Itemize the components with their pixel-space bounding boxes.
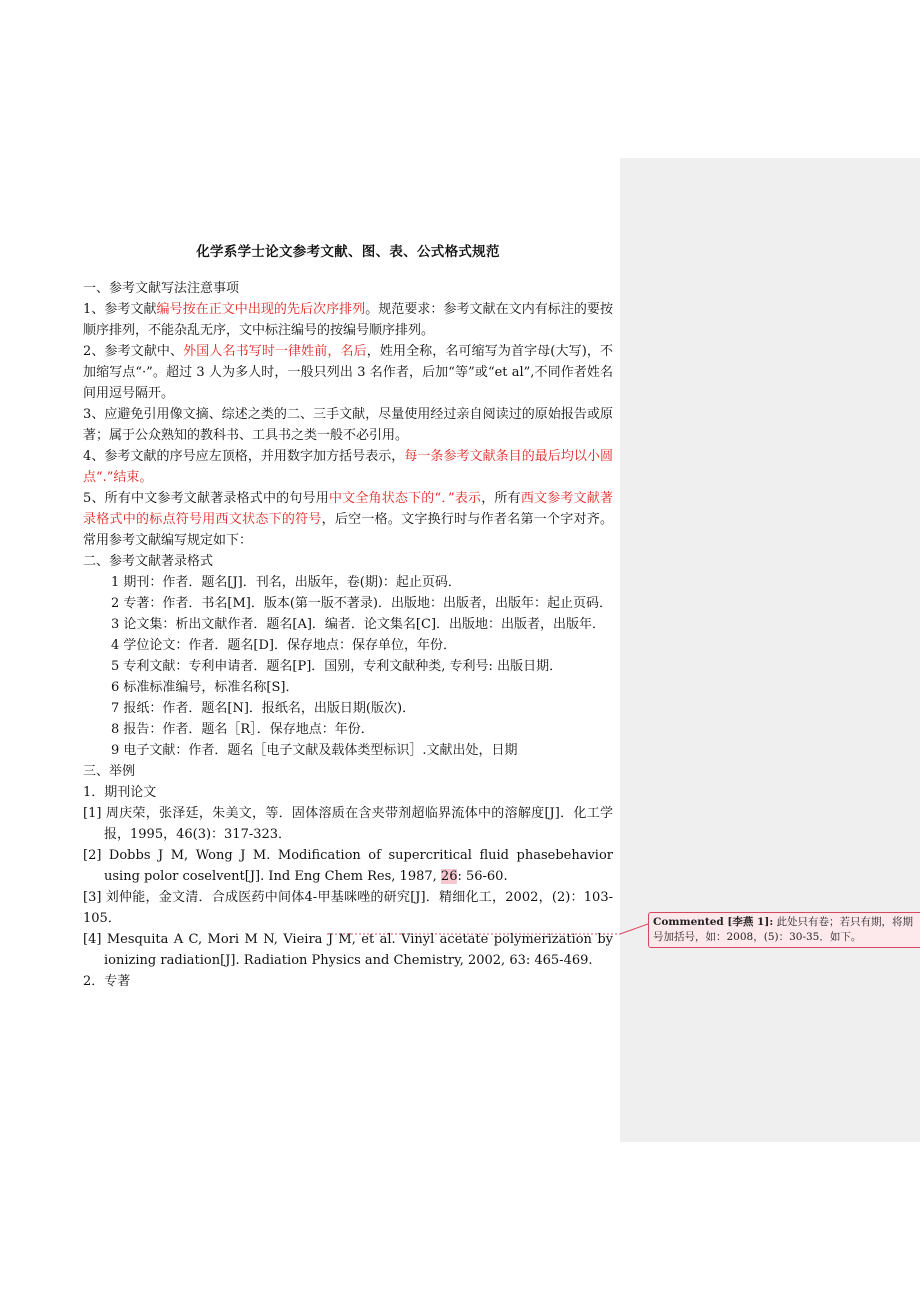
note-item-3: 3、应避免引用像文摘、综述之类的二、三手文献，尽量使用经过亲自阅读过的原始报告或原著；属于公众熟知的教科书、工具书之类一般不必引用。 [83,407,613,443]
comment-balloon[interactable] [648,912,920,948]
format-item-standard: 6 标准标准编号，标准名称[S]． [111,680,299,695]
note-item-1: 1、参考文献编号按在正文中出现的先后次序排列。规范要求：参考文献在文内有标注的要按顺序排列，不能杂乱无序，文中标注编号的按编号顺序排列。 [83,302,613,338]
reference-2: [2] Dobbs J M, Wong J M. Modification of supercritical fluid phasebehavior using polor coselvent[J]. Ind Eng Chem Res, 1987, 26: 56-60. [83,848,613,884]
reference-3: [3] 刘仲能，金文清．合成医药中间体4-甲基咪唑的研究[J]．精细化工，2002，(2)：103-105． [83,890,613,926]
comment-pane [620,158,920,1142]
document-body [83,240,613,992]
section-heading-1: 一、参考文献写法注意事项 [83,281,240,296]
format-item-proceedings: 3 论文集：析出文献作者．题名[A]．编者．论文集名[C]．出版地：出版者，出版年． [111,617,606,632]
section-heading-2: 二、参考文献著录格式 [83,554,214,569]
note-item-4: 4、参考文献的序号应左顶格，并用数字加方括号表示，每一条参考文献条目的最后均以小圆点“.”结束。 [83,449,613,485]
subheading-monograph: 2．专著 [83,974,131,989]
section-heading-3: 三、举例 [83,764,136,779]
reference-1: [1] 周庆荣，张泽廷，朱美文，等．固体溶质在含夹带剂超临界流体中的溶解度[J]．化工学报，1995，46(3)：317-323． [83,806,613,842]
format-item-electronic: 9 电子文献：作者．题名［电子文献及载体类型标识］.文献出处，日期 [111,743,518,758]
reference-4: [4] Mesquita A C, Mori M N, Vieira J M, et al. Vinyl acetate polymerization by ionizing radiation[J]. Radiation Physics and Chemistry, 2002, 63: 465-469. [83,932,613,968]
format-item-report: 8 报告：作者．题名［R］．保存地点：年份． [111,722,374,737]
note-item-2: 2、参考文献中、外国人名书写时一律姓前，名后，姓用全称，名可缩写为首字母(大写)，不加缩写点“·”。超过 3 人为多人时，一般只列出 3 名作者，后加“等”或“et al”,不同作者姓名间用逗号隔开。 [83,344,613,401]
format-item-monograph: 2 专著：作者．书名[M]．版本(第一版不著录)．出版地：出版者，出版年：起止页码． [111,596,613,611]
note-item-5: 5、所有中文参考文献著录格式中的句号用中文全角状态下的“．”表示，所有西文参考文献著录格式中的标点符号用西文状态下的符号，后空一格。文字换行时与作者名第一个字对齐。常用参考文献编写规定如下： [83,491,613,548]
comment-author: Commented [李燕 1]: [653,916,774,928]
comment-text: 此处只有卷；若只有期，将期号加括号，如：2008，(5)：30-35．如下。 [653,916,914,943]
page-title: 化学系学士论文参考文献、图、表、公式格式规范 [196,244,500,260]
subheading-journal: 1．期刊论文 [83,785,157,800]
format-item-newspaper: 7 报纸：作者．题名[N]．报纸名，出版日期(版次)． [111,701,416,716]
format-item-journal: 1 期刊：作者．题名[J]．刊名，出版年，卷(期)：起止页码． [111,575,461,590]
commented-text[interactable]: 26 [440,869,458,884]
format-item-patent: 5 专利文献：专利申请者．题名[P]．国别，专利文献种类, 专利号: 出版日期． [111,659,563,674]
format-item-thesis: 4 学位论文：作者．题名[D]．保存地点：保存单位，年份． [111,638,456,653]
